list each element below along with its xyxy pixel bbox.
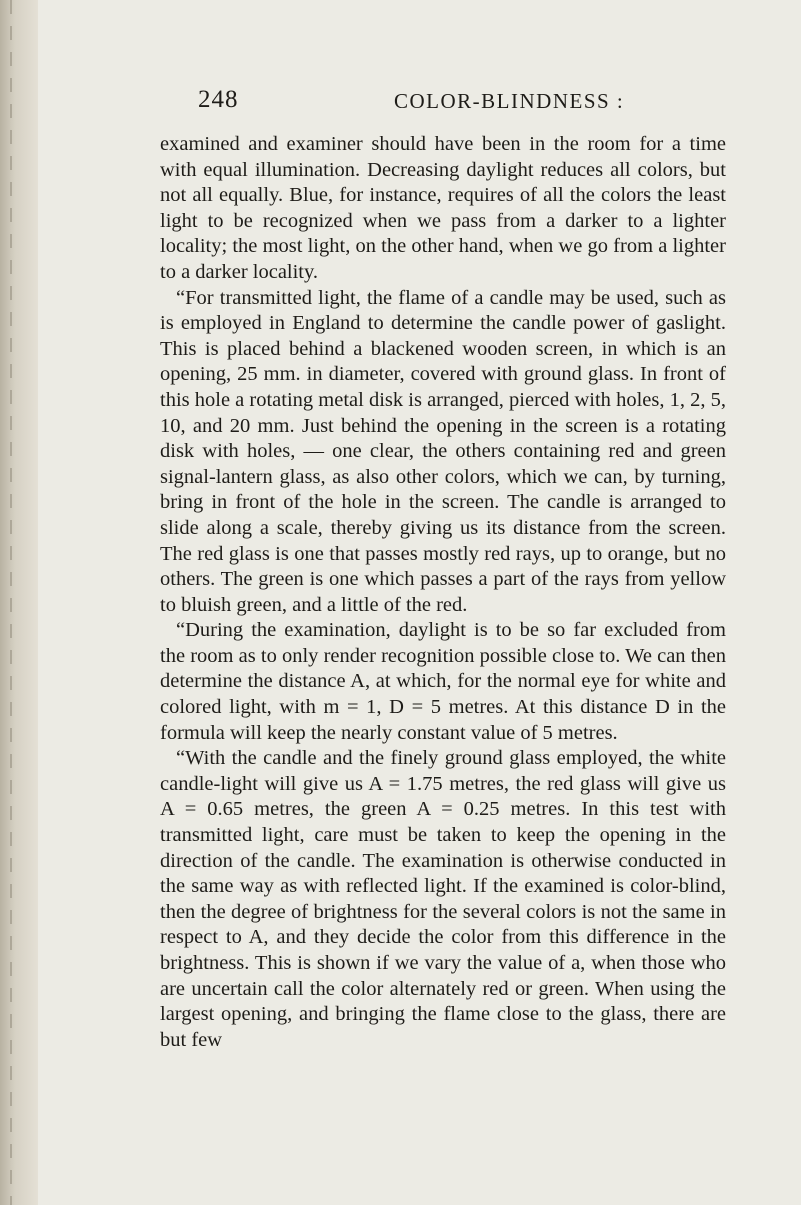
page-number: 248: [198, 86, 239, 113]
page-header: [198, 86, 758, 116]
book-gutter: [0, 0, 38, 1205]
body-text: [160, 132, 726, 1053]
paragraph: examined and examiner should have been in the room for a time with equal illumination. Decreasing daylight reduces all colors, but not all equally. Blue, for instance, requires of all the colors the least light to be recognized when we pass from a darker to a lighter locality; the most light, on the other hand, when we go from a lighter to a darker locality.: [160, 133, 726, 283]
paragraph: “With the candle and the finely ground glass employed, the white candle-light will give us A = 1.75 metres, the red glass will give us A = 0.65 metres, the green A = 0.25 metres. In this test with transmitted light, care must be taken to keep the opening in the direction of the candle. The examination is otherwise conducted in the same way as with reflected light. If the examined is color-blind, then the degree of brightness for the several colors is not the same in respect to A, and they decide the color from this difference in the brightness. This is shown if we vary the value of a, when those who are uncertain call the color alternately red or green. When using the largest opening, and bringing the flame close to the glass, there are but few: [160, 747, 726, 1051]
paragraph: “During the examination, daylight is to be so far excluded from the room as to only render recognition possible close to. We can then determine the distance A, at which, for the normal eye for white and colored light, with m = 1, D = 5 metres. At this distance D in the formula will keep the nearly constant value of 5 metres.: [160, 619, 726, 744]
running-head: COLOR-BLINDNESS :: [394, 89, 625, 113]
paragraph: “For transmitted light, the flame of a candle may be used, such as is employed in England to determine the candle power of gaslight. This is placed behind a blackened wooden screen, in which is an opening, 25 mm. in diameter, covered with ground glass. In front of this hole a rotating metal disk is arranged, pierced with holes, 1, 2, 5, 10, and 20 mm. Just behind the opening in the screen is a rotating disk with holes, — one clear, the others containing red and green signal-lantern glass, as also other colors, which we can, by turning, bring in front of the hole in the screen. The candle is arranged to slide along a scale, thereby giving us its distance from the screen. The red glass is one that passes mostly red rays, up to orange, but no others. The green is one which passes a part of the rays from yellow to bluish green, and a little of the red.: [160, 286, 726, 616]
